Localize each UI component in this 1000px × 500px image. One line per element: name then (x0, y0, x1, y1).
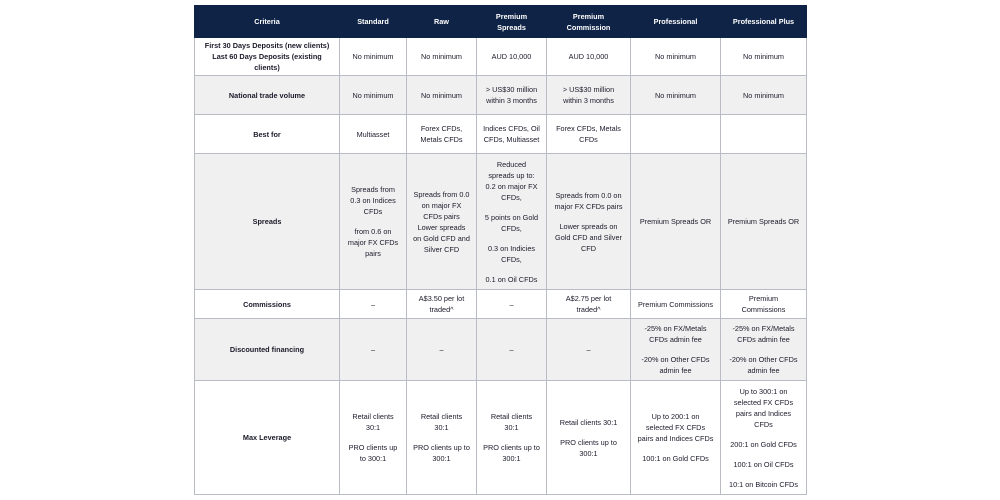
account-comparison-table-container (194, 5, 806, 495)
cell-value-content (346, 90, 400, 101)
cell-commissions-professional-plus (721, 290, 807, 319)
cell-spreads-standard (340, 154, 407, 290)
cell-trade-volume-standard (340, 76, 407, 115)
cell-value-text: 10:1 on Bitcoin CFDs (729, 479, 798, 489)
cell-value-content (413, 51, 470, 62)
cell-value-content (413, 344, 470, 355)
criteria-label-content (201, 432, 333, 443)
cell-value-text: – (509, 299, 514, 309)
cell-value-text: Up to 200:1 on selected FX CFDs pairs and Indices CFDs (637, 412, 714, 443)
header-professional: Professional (631, 6, 721, 38)
cell-value-content (637, 51, 714, 62)
cell-value-content (483, 51, 540, 62)
criteria-label-content (201, 216, 333, 227)
cell-deposits-professional (631, 38, 721, 76)
cell-value-text: PRO clients up to 300:1 (348, 443, 398, 463)
cell-value-text: Retail clients 30:1 (559, 417, 618, 427)
cell-value-text: Lower spreads on Gold CFD and Silver CFD (413, 222, 470, 254)
criteria-cell-trade-volume (195, 76, 340, 115)
cell-spreads-raw (407, 154, 477, 290)
cell-spreads-professional-plus (721, 154, 807, 290)
cell-spreads-professional (631, 154, 721, 290)
cell-spreads-premium-spreads (477, 154, 547, 290)
criteria-label-text: First 30 Days Deposits (new clients) (204, 41, 330, 50)
cell-value-content (346, 184, 400, 259)
cell-value-content (727, 90, 800, 101)
criteria-label-content (201, 90, 333, 101)
cell-value-text: Retail clients 30:1 (490, 412, 533, 432)
cell-value-text: No minimum (743, 52, 784, 61)
cell-value-content (727, 386, 800, 490)
cell-max-leverage-professional (631, 381, 721, 495)
cell-value-content (483, 84, 540, 106)
cell-value-text: Spreads from 0.0 on major FX CFDs pairs (554, 190, 623, 211)
cell-value-content (483, 299, 540, 310)
header-row (195, 6, 807, 38)
cell-value-text: – (370, 299, 376, 309)
cell-value-content (553, 123, 624, 145)
cell-value-content (727, 216, 800, 227)
cell-value-text: No minimum (352, 90, 394, 100)
cell-value-content (553, 190, 624, 254)
criteria-label-content (201, 344, 333, 355)
cell-value-text: -20% on Other CFDs admin fee (641, 355, 710, 375)
criteria-cell-commissions (195, 290, 340, 319)
cell-value-content (483, 123, 540, 145)
criteria-label-text: Best for (253, 129, 281, 139)
cell-best-for-professional-plus (721, 115, 807, 154)
header-professional-plus: Professional Plus (721, 6, 807, 38)
cell-commissions-premium-spreads (477, 290, 547, 319)
cell-value-content (553, 84, 624, 106)
cell-value-content (553, 51, 624, 62)
cell-value-text: -25% on FX/Metals CFDs admin fee (732, 324, 795, 344)
criteria-cell-spreads (195, 154, 340, 290)
cell-value-text: Retail clients 30:1 (420, 412, 463, 432)
table-row-trade-volume (195, 76, 807, 115)
cell-value-text: No minimum (352, 52, 394, 61)
cell-deposits-raw (407, 38, 477, 76)
header-premium-spreads: Premium Spreads (477, 6, 547, 38)
cell-value-content (346, 344, 400, 355)
cell-deposits-standard (340, 38, 407, 76)
cell-deposits-premium-commission (547, 38, 631, 76)
criteria-cell-deposits (195, 38, 340, 76)
cell-value-content (637, 411, 714, 464)
cell-value-content (553, 293, 624, 315)
criteria-cell-max-leverage (195, 381, 340, 495)
cell-value-text: 200:1 on Gold CFDs (730, 439, 797, 449)
cell-value-text: A$2.75 per lot traded^ (565, 294, 612, 314)
cell-trade-volume-premium-spreads (477, 76, 547, 115)
cell-value-text: 100:1 on Oil CFDs (733, 459, 794, 469)
cell-commissions-professional (631, 290, 721, 319)
cell-value-content (637, 299, 714, 310)
cell-discounted-financing-standard (340, 319, 407, 381)
cell-value-text: No minimum (421, 90, 462, 100)
cell-value-text: Premium Commissions (637, 299, 713, 309)
table-header (195, 6, 807, 38)
cell-max-leverage-premium-commission (547, 381, 631, 495)
cell-max-leverage-standard (340, 381, 407, 495)
criteria-label-text: Max Leverage (242, 433, 292, 442)
cell-value-content (637, 90, 714, 101)
cell-value-text: Premium Spreads OR (727, 217, 800, 226)
cell-commissions-raw (407, 290, 477, 319)
header-premium-commission: Premium Commission (547, 6, 631, 38)
cell-value-content (413, 411, 470, 464)
table-body (195, 38, 807, 495)
criteria-label-text: Commissions (243, 299, 291, 309)
cell-value-content (346, 129, 400, 140)
cell-value-text: – (370, 345, 376, 354)
cell-value-text: 100:1 on Gold CFDs (642, 454, 709, 463)
cell-value-text: PRO clients up to 300:1 (413, 443, 470, 463)
cell-deposits-professional-plus (721, 38, 807, 76)
cell-max-leverage-premium-spreads (477, 381, 547, 495)
cell-best-for-premium-spreads (477, 115, 547, 154)
cell-spreads-premium-commission (547, 154, 631, 290)
cell-value-text: Reduced spreads up to: 0.2 on major FX CFDs, (485, 159, 538, 202)
cell-value-text: – (586, 345, 591, 354)
cell-value-content (637, 216, 714, 227)
cell-discounted-financing-raw (407, 319, 477, 381)
cell-value-content (346, 299, 400, 310)
table-row-discounted-financing (195, 319, 807, 381)
cell-value-text: Lower spreads on Gold CFD and Silver CFD (555, 221, 622, 253)
cell-value-text: Indices CFDs, Oil CFDs, Multiasset (483, 124, 540, 144)
cell-best-for-professional (631, 115, 721, 154)
cell-value-content (413, 123, 470, 145)
cell-value-content (727, 323, 800, 376)
cell-value-text: – (439, 345, 444, 354)
cell-discounted-financing-professional-plus (721, 319, 807, 381)
cell-trade-volume-raw (407, 76, 477, 115)
cell-value-text: -25% on FX/Metals CFDs admin fee (644, 324, 707, 344)
header-standard: Standard (340, 6, 407, 38)
cell-trade-volume-professional (631, 76, 721, 115)
cell-value-content (483, 411, 540, 464)
criteria-label-content (201, 40, 333, 73)
cell-best-for-raw (407, 115, 477, 154)
cell-discounted-financing-premium-spreads (477, 319, 547, 381)
cell-best-for-standard (340, 115, 407, 154)
cell-value-text: Spreads from 0.0 on major FX CFDs pairs (413, 189, 470, 221)
criteria-label-text: National trade volume (228, 90, 306, 100)
cell-value-text: Premium Spreads OR (639, 217, 712, 226)
cell-value-text: from 0.6 on major FX CFDs pairs (347, 227, 399, 258)
cell-value-content (727, 51, 800, 62)
table-row-best-for (195, 115, 807, 154)
cell-value-text: – (509, 345, 514, 354)
cell-value-text: Forex CFDs, Metals CFDs (420, 124, 463, 144)
cell-value-content (483, 159, 540, 285)
cell-value-text: 0.1 on Oil CFDs (485, 274, 538, 284)
criteria-cell-discounted-financing (195, 319, 340, 381)
cell-value-content (483, 344, 540, 355)
cell-value-content (727, 293, 800, 315)
cell-value-text: AUD 10,000 (491, 52, 532, 61)
cell-value-text: Spreads from 0.3 on Indices CFDs (350, 185, 396, 216)
cell-value-content (637, 323, 714, 376)
cell-value-content (553, 344, 624, 355)
table-row-deposits (195, 38, 807, 76)
cell-value-text: 5 points on Gold CFDs, (484, 212, 539, 233)
table-row-commissions (195, 290, 807, 319)
criteria-label-content (201, 299, 333, 310)
cell-value-text: No minimum (743, 90, 784, 100)
cell-value-text: A$3.50 per lot traded^ (418, 294, 465, 314)
cell-deposits-premium-spreads (477, 38, 547, 76)
criteria-label-text: Discounted financing (229, 345, 305, 354)
cell-value-content (346, 51, 400, 62)
cell-best-for-premium-commission (547, 115, 631, 154)
cell-value-text: > US$30 million within 3 months (485, 85, 538, 105)
cell-value-text: No minimum (655, 52, 696, 61)
cell-value-text: -20% on Other CFDs admin fee (729, 355, 798, 375)
cell-value-text: Multiasset (356, 129, 390, 139)
cell-value-text: No minimum (421, 52, 462, 61)
table-row-spreads (195, 154, 807, 290)
cell-value-text: PRO clients up to 300:1 (560, 437, 617, 458)
header-raw: Raw (407, 6, 477, 38)
account-comparison-table (194, 5, 807, 495)
header-criteria: Criteria (195, 6, 340, 38)
cell-value-text: AUD 10,000 (568, 52, 609, 61)
cell-max-leverage-professional-plus (721, 381, 807, 495)
cell-value-content (413, 90, 470, 101)
cell-discounted-financing-premium-commission (547, 319, 631, 381)
criteria-label-text: Last 60 Days Deposits (existing clients) (212, 52, 322, 72)
cell-value-text: Up to 300:1 on selected FX CFDs pairs and Indices CFDs (733, 386, 794, 429)
cell-value-content (413, 189, 470, 255)
criteria-label-text: Spreads (252, 217, 282, 226)
cell-value-text: No minimum (655, 90, 696, 100)
cell-value-content (553, 417, 624, 459)
cell-value-text: 0.3 on Indicies CFDs, (487, 243, 536, 264)
cell-trade-volume-professional-plus (721, 76, 807, 115)
cell-value-text: Forex CFDs, Metals CFDs (556, 124, 621, 144)
cell-commissions-premium-commission (547, 290, 631, 319)
cell-trade-volume-premium-commission (547, 76, 631, 115)
table-row-max-leverage (195, 381, 807, 495)
cell-max-leverage-raw (407, 381, 477, 495)
cell-commissions-standard (340, 290, 407, 319)
cell-value-content (413, 293, 470, 315)
cell-value-text: Premium Commissions (741, 294, 786, 314)
criteria-cell-best-for (195, 115, 340, 154)
cell-value-text: > US$30 million within 3 months (562, 85, 615, 105)
criteria-label-content (201, 129, 333, 140)
cell-value-text: PRO clients up to 300:1 (483, 443, 540, 463)
cell-value-content (346, 411, 400, 464)
cell-discounted-financing-professional (631, 319, 721, 381)
cell-value-text: Retail clients 30:1 (352, 412, 394, 432)
